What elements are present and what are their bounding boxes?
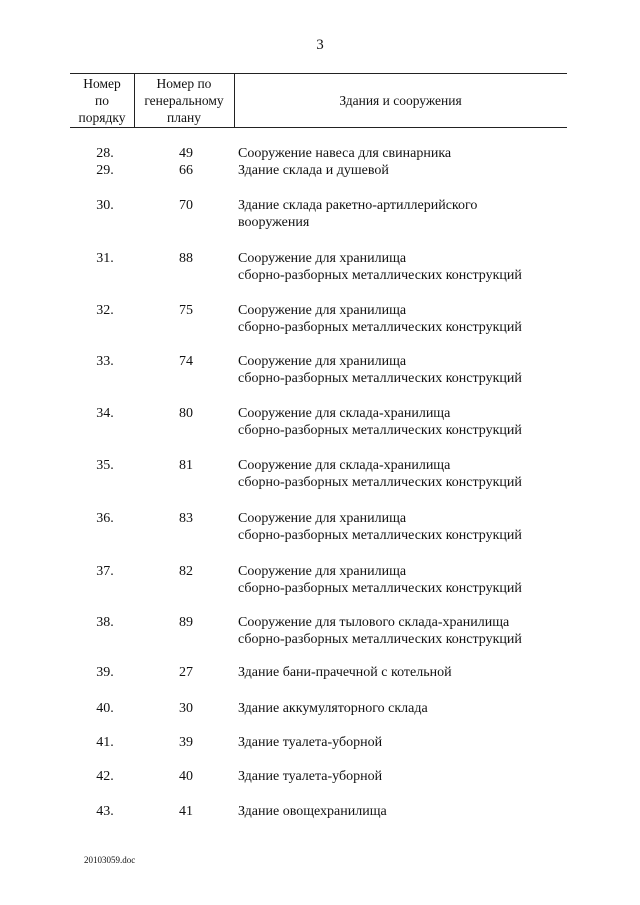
building-name: Здание туалета-уборной [238,735,383,750]
plan-number: 49 [179,146,193,161]
plan-number: 81 [179,458,193,473]
table-header-bottom-rule [70,127,567,128]
plan-number: 27 [179,665,193,680]
building-name: Сооружение для склада-хранилища сборно-разборных металлических конструкций [238,458,522,490]
header-buildings: Здания и сооружения [339,93,462,108]
row-number: 28. [96,146,114,161]
plan-number: 83 [179,511,193,526]
row-number: 43. [96,804,114,819]
building-name: Сооружение для хранилища сборно-разборных металлических конструкций [238,303,522,335]
building-name: Сооружение навеса для свинарника [238,146,452,161]
row-number: 35. [96,458,114,473]
building-name: Здание склада ракетно-артиллерийского вооружения [238,198,478,230]
plan-number: 75 [179,303,193,318]
plan-number: 82 [179,564,193,579]
building-name: Сооружение для хранилища сборно-разборных металлических конструкций [238,251,522,283]
header-plan-number: Номер по генеральному плану [144,76,224,125]
row-number: 30. [96,198,114,213]
building-name: Здание овощехранилища [238,804,387,819]
building-name: Сооружение для хранилища сборно-разборных металлических конструкций [238,354,522,386]
row-number: 33. [96,354,114,369]
page-number: 3 [316,37,324,53]
row-number: 42. [96,769,114,784]
row-number: 31. [96,251,114,266]
row-number: 37. [96,564,114,579]
building-name: Сооружение для тылового склада-хранилища сборно-разборных металлических конструкций [238,615,522,647]
row-number: 32. [96,303,114,318]
plan-number: 66 [179,163,193,178]
footer-filename: 20103059.doc [84,855,136,865]
header-order-number: Номер по порядку [78,76,126,125]
row-number: 36. [96,511,114,526]
building-name: Здание аккумуляторного склада [238,701,428,716]
plan-number: 39 [179,735,193,750]
row-number: 34. [96,406,114,421]
building-name: Сооружение для хранилища сборно-разборных металлических конструкций [238,564,522,596]
table-top-rule [70,73,567,74]
row-number: 40. [96,701,114,716]
plan-number: 40 [179,769,193,784]
plan-number: 89 [179,615,193,630]
plan-number: 88 [179,251,193,266]
building-name: Здание склада и душевой [238,163,389,178]
plan-number: 41 [179,804,193,819]
row-number: 39. [96,665,114,680]
building-name: Здание бани-прачечной с котельной [238,665,452,680]
plan-number: 74 [179,354,193,369]
row-number: 41. [96,735,114,750]
plan-number: 70 [179,198,193,213]
row-number: 38. [96,615,114,630]
row-number: 29. [96,163,114,178]
building-name: Сооружение для хранилища сборно-разборных металлических конструкций [238,511,522,543]
building-name: Сооружение для склада-хранилища сборно-разборных металлических конструкций [238,406,522,438]
plan-number: 80 [179,406,193,421]
building-name: Здание туалета-уборной [238,769,383,784]
plan-number: 30 [179,701,193,716]
